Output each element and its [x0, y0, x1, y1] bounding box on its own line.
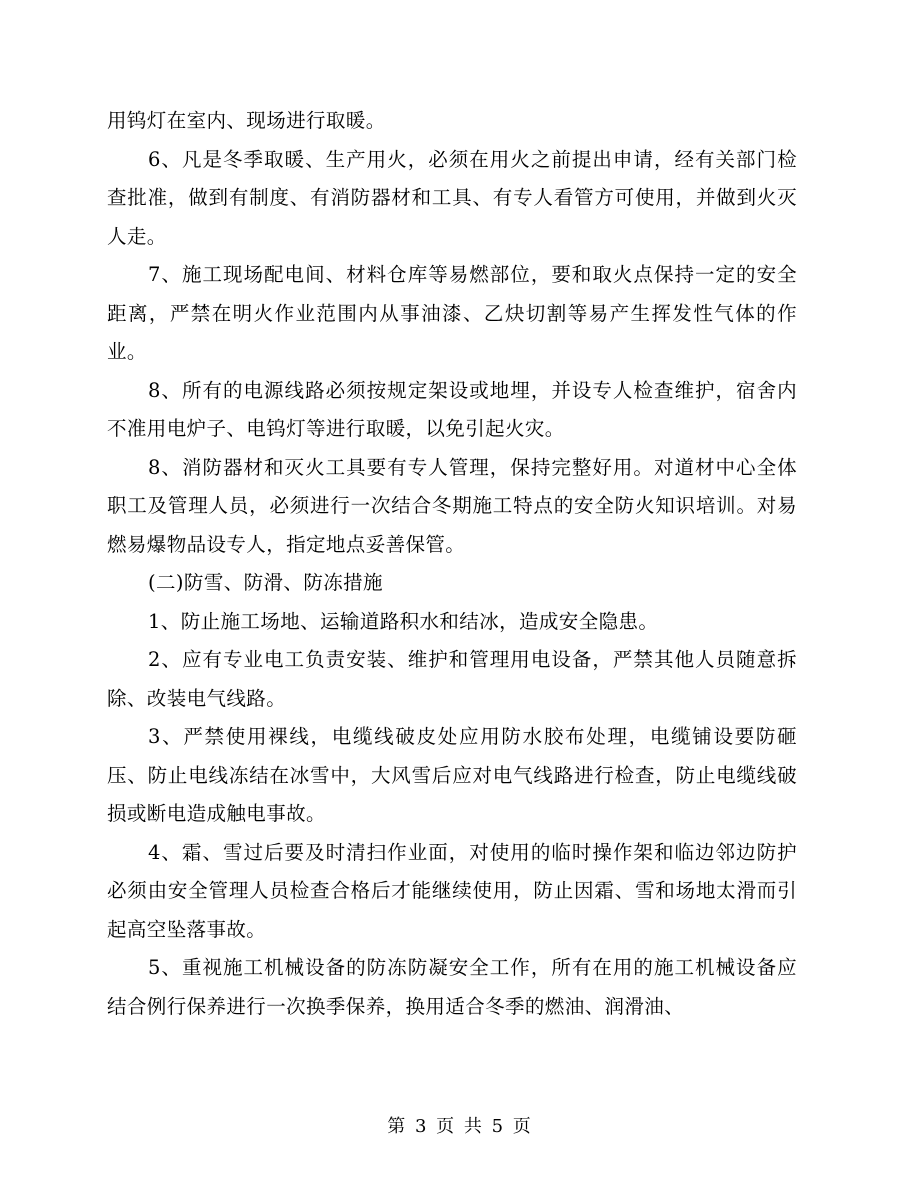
paragraph-7: 1、防止施工场地、运输道路积水和结冰，造成安全隐患。 — [148, 609, 659, 633]
paragraph-5: 8、消防器材和灭火工具要有专人管理，保持完整好用。对道材中心全体职工及管理人员，必须进行一次结合冬期施工特点的安全防火知识培训。对易燃易爆物品设专人，指定地点妥善保管。 — [107, 455, 797, 556]
paragraph-9: 3、严禁使用裸线，电缆线破皮处应用防水胶布处理，电缆铺设要防砸压、防止电线冻结在冰雪中，大风雪后应对电气线路进行检查，防止电缆线破损或断电造成触电事故。 — [107, 725, 797, 825]
section-heading: (二)防雪、防滑、防冻措施 — [148, 571, 383, 594]
paragraph-8: 2、应有专业电工负责安装、维护和管理用电设备，严禁其他人员随意拆除、改装电气线路。 — [107, 648, 797, 710]
paragraph-11: 5、重视施工机械设备的防冻防凝安全工作，所有在用的施工机械设备应结合例行保养进行一次换季保养，换用适合冬季的燃油、润滑油、 — [107, 956, 797, 1018]
paragraph-1: 用钨灯在室内、现场进行取暖。 — [107, 109, 386, 132]
document-body — [107, 102, 797, 1026]
page-number-footer: 第 3 页 共 5 页 — [387, 1116, 533, 1137]
paragraph-3: 7、施工现场配电间、材料仓库等易燃部位，要和取火点保持一定的安全距离，严禁在明火作业范围内从事油漆、乙炔切割等易产生挥发性气体的作业。 — [107, 263, 797, 363]
paragraph-4: 8、所有的电源线路必须按规定架设或地埋，并设专人检查维护，宿舍内不准用电炉子、电钨灯等进行取暖，以免引起火灾。 — [107, 378, 797, 440]
paragraph-10: 4、霜、雪过后要及时清扫作业面，对使用的临时操作架和临边邻边防护必须由安全管理人员检查合格后才能继续使用，防止因霜、雪和场地太滑而引起高空坠落事故。 — [107, 840, 797, 941]
paragraph-2: 6、凡是冬季取暖、生产用火，必须在用火之前提出申请，经有关部门检查批准，做到有制度、有消防器材和工具、有专人看管方可使用，并做到火灭人走。 — [107, 147, 797, 248]
